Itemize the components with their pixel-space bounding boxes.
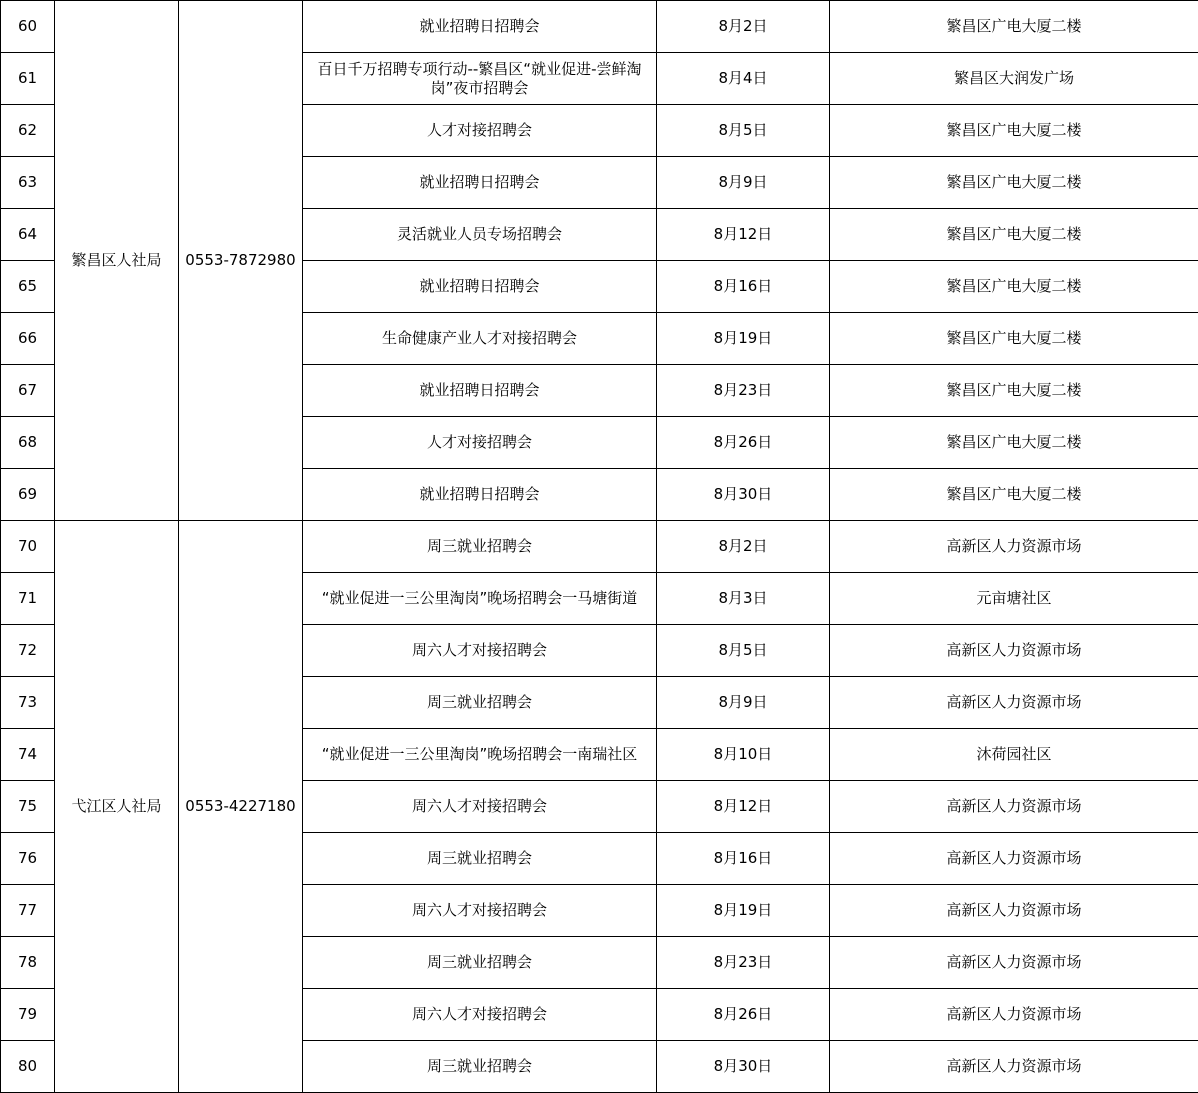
event-date-cell: 8月12日	[657, 209, 830, 261]
row-number: 76	[1, 833, 55, 885]
venue-cell: 繁昌区广电大厦二楼	[830, 261, 1198, 313]
event-name-cell: 周六人才对接招聘会	[303, 885, 657, 937]
event-date-cell: 8月12日	[657, 781, 830, 833]
event-date-cell: 8月9日	[657, 677, 830, 729]
event-name-cell: 周三就业招聘会	[303, 1041, 657, 1093]
row-number: 72	[1, 625, 55, 677]
venue-cell: 繁昌区广电大厦二楼	[830, 365, 1198, 417]
event-name-cell: 周六人才对接招聘会	[303, 781, 657, 833]
event-name-cell: 周三就业招聘会	[303, 677, 657, 729]
row-number: 63	[1, 157, 55, 209]
row-number: 79	[1, 989, 55, 1041]
event-name-cell: 周三就业招聘会	[303, 833, 657, 885]
venue-cell: 高新区人力资源市场	[830, 521, 1198, 573]
event-date-cell: 8月30日	[657, 1041, 830, 1093]
event-name-cell: 周三就业招聘会	[303, 521, 657, 573]
event-date-cell: 8月19日	[657, 885, 830, 937]
table-row	[1, 1, 1198, 53]
venue-cell: 繁昌区广电大厦二楼	[830, 1, 1198, 53]
event-name-cell: 就业招聘日招聘会	[303, 365, 657, 417]
row-number: 75	[1, 781, 55, 833]
event-name-cell: 周六人才对接招聘会	[303, 625, 657, 677]
venue-cell: 繁昌区广电大厦二楼	[830, 157, 1198, 209]
event-name-cell: 就业招聘日招聘会	[303, 157, 657, 209]
row-number: 69	[1, 469, 55, 521]
event-name-cell: 就业招聘日招聘会	[303, 469, 657, 521]
event-name-cell: 人才对接招聘会	[303, 417, 657, 469]
venue-cell: 元亩塘社区	[830, 573, 1198, 625]
row-number: 68	[1, 417, 55, 469]
event-date-cell: 8月26日	[657, 989, 830, 1041]
event-name-cell: “就业促进一三公里淘岗”晚场招聘会一马塘街道	[303, 573, 657, 625]
event-date-cell: 8月30日	[657, 469, 830, 521]
event-name-cell: 就业招聘日招聘会	[303, 261, 657, 313]
event-name-cell: “就业促进一三公里淘岗”晚场招聘会一南瑞社区	[303, 729, 657, 781]
venue-cell: 繁昌区广电大厦二楼	[830, 417, 1198, 469]
event-name-cell: 百日千万招聘专项行动--繁昌区“就业促进-尝鲜淘岗”夜市招聘会	[303, 53, 657, 105]
venue-cell: 高新区人力资源市场	[830, 833, 1198, 885]
row-number: 66	[1, 313, 55, 365]
event-date-cell: 8月23日	[657, 937, 830, 989]
event-date-cell: 8月26日	[657, 417, 830, 469]
phone-cell: 0553-4227180	[179, 521, 303, 1093]
event-date-cell: 8月2日	[657, 1, 830, 53]
event-name-cell: 周三就业招聘会	[303, 937, 657, 989]
organizer-cell: 弋江区人社局	[55, 521, 179, 1093]
table-body	[1, 1, 1198, 1093]
venue-cell: 高新区人力资源市场	[830, 625, 1198, 677]
event-name-cell: 灵活就业人员专场招聘会	[303, 209, 657, 261]
event-name-cell: 生命健康产业人才对接招聘会	[303, 313, 657, 365]
row-number: 60	[1, 1, 55, 53]
row-number: 80	[1, 1041, 55, 1093]
event-date-cell: 8月9日	[657, 157, 830, 209]
phone-cell: 0553-7872980	[179, 1, 303, 521]
event-date-cell: 8月5日	[657, 625, 830, 677]
row-number: 64	[1, 209, 55, 261]
venue-cell: 高新区人力资源市场	[830, 885, 1198, 937]
event-date-cell: 8月3日	[657, 573, 830, 625]
row-number: 73	[1, 677, 55, 729]
event-date-cell: 8月23日	[657, 365, 830, 417]
venue-cell: 繁昌区大润发广场	[830, 53, 1198, 105]
event-date-cell: 8月5日	[657, 105, 830, 157]
venue-cell: 繁昌区广电大厦二楼	[830, 469, 1198, 521]
row-number: 67	[1, 365, 55, 417]
event-date-cell: 8月4日	[657, 53, 830, 105]
row-number: 78	[1, 937, 55, 989]
row-number: 61	[1, 53, 55, 105]
event-date-cell: 8月16日	[657, 261, 830, 313]
event-date-cell: 8月16日	[657, 833, 830, 885]
event-name-cell: 周六人才对接招聘会	[303, 989, 657, 1041]
venue-cell: 高新区人力资源市场	[830, 1041, 1198, 1093]
row-number: 77	[1, 885, 55, 937]
venue-cell: 高新区人力资源市场	[830, 781, 1198, 833]
row-number: 71	[1, 573, 55, 625]
venue-cell: 高新区人力资源市场	[830, 677, 1198, 729]
row-number: 62	[1, 105, 55, 157]
event-name-cell: 人才对接招聘会	[303, 105, 657, 157]
venue-cell: 繁昌区广电大厦二楼	[830, 313, 1198, 365]
venue-cell: 繁昌区广电大厦二楼	[830, 209, 1198, 261]
table-row	[1, 521, 1198, 573]
event-date-cell: 8月2日	[657, 521, 830, 573]
venue-cell: 沐荷园社区	[830, 729, 1198, 781]
event-name-cell: 就业招聘日招聘会	[303, 1, 657, 53]
row-number: 65	[1, 261, 55, 313]
row-number: 74	[1, 729, 55, 781]
event-date-cell: 8月10日	[657, 729, 830, 781]
venue-cell: 高新区人力资源市场	[830, 989, 1198, 1041]
organizer-cell: 繁昌区人社局	[55, 1, 179, 521]
venue-cell: 高新区人力资源市场	[830, 937, 1198, 989]
row-number: 70	[1, 521, 55, 573]
event-date-cell: 8月19日	[657, 313, 830, 365]
venue-cell: 繁昌区广电大厦二楼	[830, 105, 1198, 157]
